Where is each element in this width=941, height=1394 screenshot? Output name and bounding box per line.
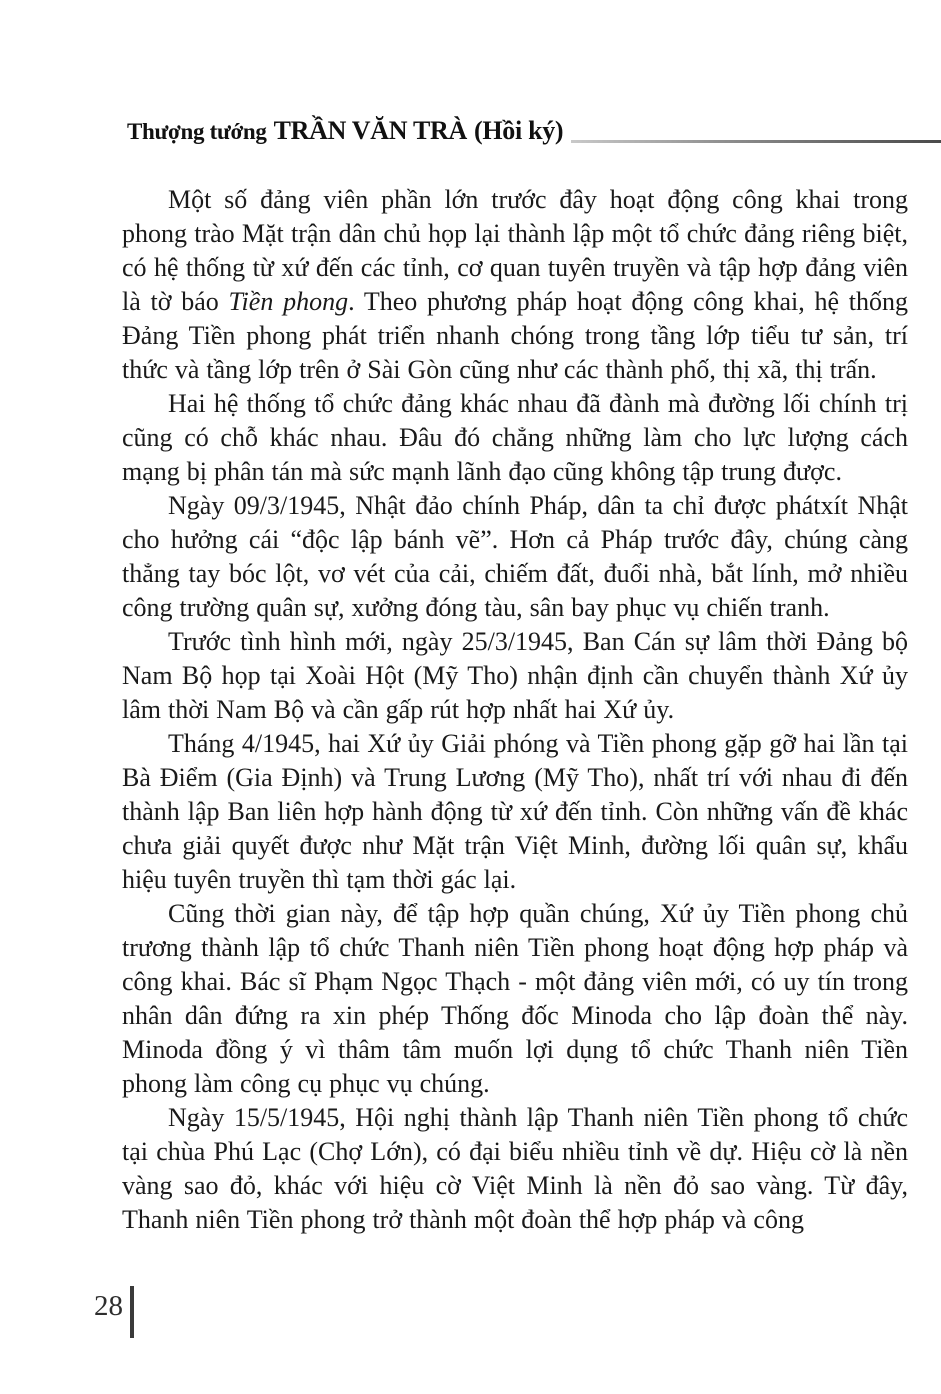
text-segment: Hai hệ thống tổ chức đảng khác nhau đã đành mà đường lối chính trị cũng có chỗ khác nhau. Đâu đó chẳng những làm cho lực lượng cách mạng bị phân tán mà sức mạnh lãnh đạo cũng không tập trung được. xyxy=(122,389,908,486)
body-text xyxy=(122,183,908,1237)
paragraph xyxy=(122,1101,908,1237)
running-header xyxy=(127,116,941,146)
book-type-note: (Hồi ký) xyxy=(473,116,564,145)
page-number-divider xyxy=(130,1286,134,1338)
text-segment: . Theo phương pháp hoạt động công khai, hệ thống Đảng Tiền phong phát triển nhanh chóng trong tầng lớp tiểu tư sản, trí thức và tầng lớp trên ở Sài Gòn cũng như các thành phố, thị xã, thị trấn. xyxy=(122,287,908,384)
header-rule xyxy=(571,140,941,143)
text-segment: Cũng thời gian này, để tập hợp quần chúng, Xứ ủy Tiền phong chủ trương thành lập tổ chức Thanh niên Tiền phong hoạt động hợp pháp và công khai. Bác sĩ Phạm Ngọc Thạch - một đảng viên mới, có uy tín trong nhân dân đứng ra xin phép Thống đốc Minoda cho lập đoàn thể này. Minoda đồng ý vì thâm tâm muốn lợi dụng tổ chức Thanh niên Tiền phong làm công cụ phục vụ chúng. xyxy=(122,899,908,1098)
paragraph xyxy=(122,183,908,387)
page-number: 28 xyxy=(94,1290,123,1322)
paragraph xyxy=(122,489,908,625)
text-segment: Ngày 09/3/1945, Nhật đảo chính Pháp, dân ta chỉ được phátxít Nhật cho hưởng cái “độc lập bánh vẽ”. Hơn cả Pháp trước đây, chúng càng thẳng tay bóc lột, vơ vét của cải, chiếm đất, đuổi nhà, bắt lính, mở nhiều công trường quân sự, xưởng đóng tàu, sân bay phục vụ chiến tranh. xyxy=(122,491,908,622)
paragraph xyxy=(122,897,908,1101)
paragraph xyxy=(122,625,908,727)
text-segment: Một số đảng viên phần lớn trước đây hoạt động công khai trong phong trào Mặt trận dân chủ họp lại thành lập một tổ chức đảng riêng biệt, có hệ thống từ xứ đến các tỉnh, cơ quan tuyên truyền và tập hợp đảng viên là tờ báo xyxy=(122,185,908,316)
author-rank: Thượng tướng xyxy=(127,119,267,144)
text-segment: Trước tình hình mới, ngày 25/3/1945, Ban Cán sự lâm thời Đảng bộ Nam Bộ họp tại Xoài Hột (Mỹ Tho) nhận định cần chuyển thành Xứ ủy lâm thời Nam Bộ và cần gấp rút hợp nhất hai Xứ ủy. xyxy=(122,627,908,724)
paragraph xyxy=(122,387,908,489)
author-name: TRẦN VĂN TRÀ xyxy=(273,116,467,145)
italic-text-segment: Tiền phong xyxy=(228,287,349,316)
text-segment: Tháng 4/1945, hai Xứ ủy Giải phóng và Tiền phong gặp gỡ hai lần tại Bà Điểm (Gia Định) và Trung Lương (Mỹ Tho), nhất trí với nhau đi đến thành lập Ban liên hợp hành động từ xứ đến tỉnh. Còn những vấn đề khác chưa giải quyết được như Mặt trận Việt Minh, đường lối quân sự, khẩu hiệu tuyên truyền thì tạm thời gác lại. xyxy=(122,729,908,894)
text-segment: Ngày 15/5/1945, Hội nghị thành lập Thanh niên Tiền phong tổ chức tại chùa Phú Lạc (Chợ Lớn), có đại biểu nhiều tỉnh về dự. Hiệu cờ là nền vàng sao đỏ, khác với hiệu cờ Việt Minh là nền đỏ sao vàng. Từ đây, Thanh niên Tiền phong trở thành một đoàn thể hợp pháp và công xyxy=(122,1103,908,1234)
paragraph xyxy=(122,727,908,897)
